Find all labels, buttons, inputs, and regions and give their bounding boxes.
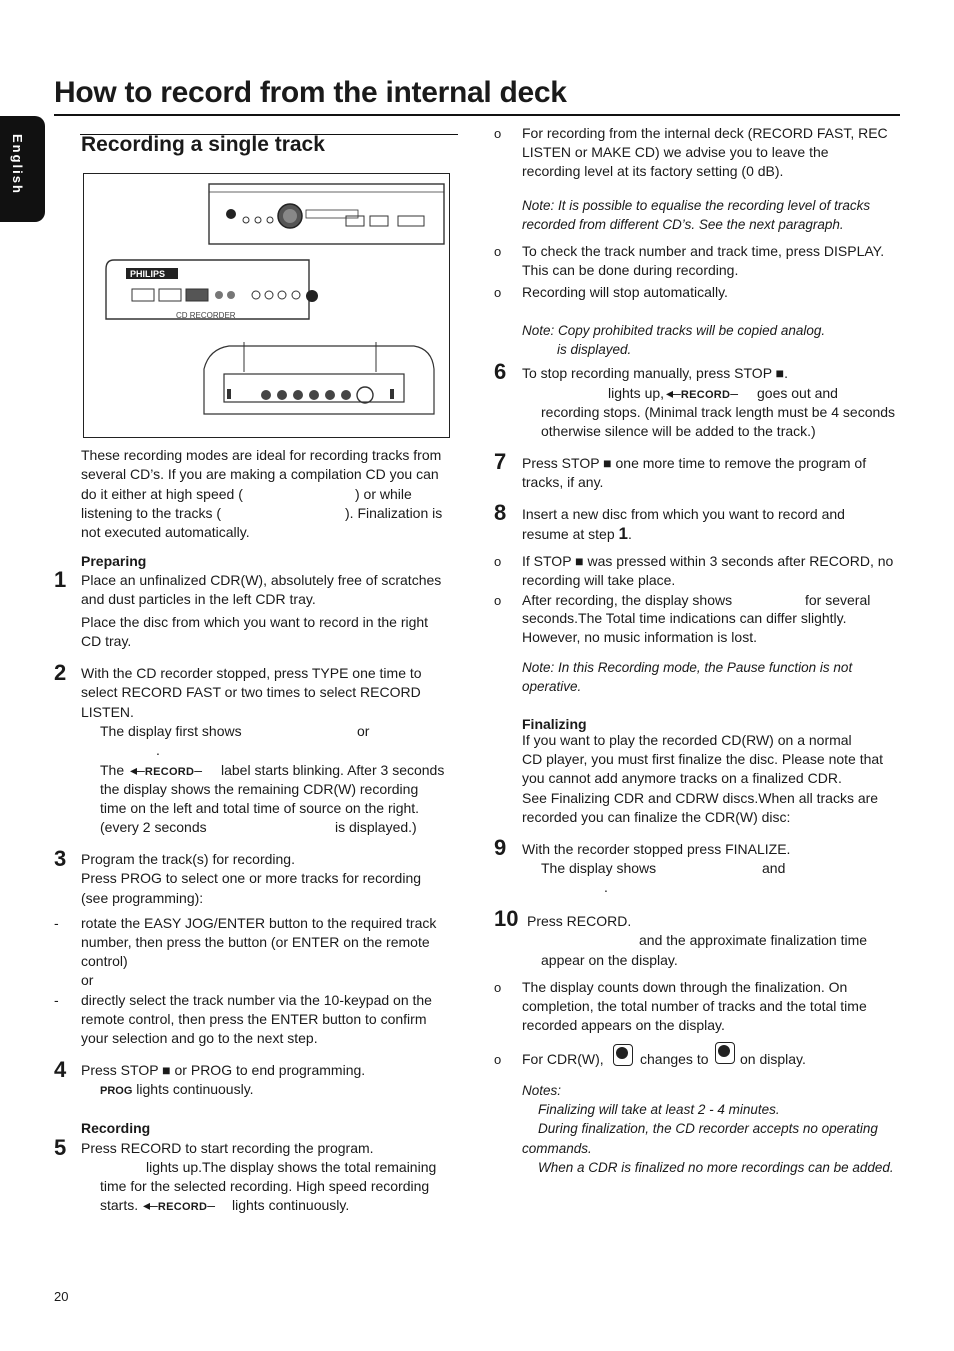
finalizing-line: you cannot add anymore tracks on a finalized CDR. (522, 770, 842, 786)
finalizing-line: If you want to play the recorded CD(RW) on a normal (522, 732, 852, 748)
step4-number: 4 (54, 1057, 67, 1082)
step7-number: 7 (494, 449, 507, 474)
step1-line: CD tray. (81, 633, 132, 649)
step9-dot: . (604, 879, 608, 895)
right-b4-line: If STOP ■ was pressed within 3 seconds after RECORD, no (522, 553, 894, 569)
step8-number: 8 (494, 500, 507, 525)
step2-display-shows: The display first shows (100, 723, 242, 739)
step2-is-displayed: is displayed.) (335, 819, 417, 835)
right-b6-line: recorded appears on the display. (522, 1017, 725, 1033)
step2-or: or (357, 723, 370, 739)
step2-dot: . (156, 742, 160, 758)
step3-dash1-line: rotate the EASY JOG/ENTER button to the required track (81, 915, 437, 931)
step3-line: Program the track(s) for recording. (81, 851, 295, 867)
notes-line: When a CDR is finalized no more recordings can be added. (538, 1160, 894, 1175)
note3-line: Note: In this Recording mode, the Pause function is not (522, 660, 853, 675)
record-dash-icon: – (730, 385, 739, 401)
step5-number: 5 (54, 1135, 67, 1160)
step5-line: Press RECORD to start recording the program. (81, 1140, 374, 1156)
logo-text: PHILIPS (130, 269, 166, 279)
bullet-icon: o (494, 285, 502, 300)
intro-line-1: These recording modes are ideal for recording tracks from (81, 447, 442, 463)
bullet-icon: o (494, 980, 502, 995)
right-b5-b: for several (805, 592, 871, 608)
step1-line: and dust particles in the left CDR tray. (81, 591, 316, 607)
step2-blink-line: (every 2 seconds (100, 819, 207, 835)
finalizing-line: recorded you can finalize the CDR(W) disc: (522, 809, 791, 825)
right-b1-line: For recording from the internal deck (RECORD FAST, REC (522, 125, 888, 141)
page-number: 20 (54, 1289, 69, 1304)
note1-line: Note: It is possible to equalise the recording level of tracks (522, 198, 871, 213)
model-text: CD RECORDER (176, 311, 236, 320)
step2-the: The (100, 762, 125, 778)
bullet-icon: o (494, 554, 502, 569)
step5-heading: Recording (81, 1120, 151, 1136)
right-b7-c: on display. (740, 1051, 806, 1067)
step2-line: select RECORD FAST or two times to select RECORD (81, 684, 421, 700)
note3-line: operative. (522, 679, 582, 694)
bullet-icon: o (494, 126, 502, 141)
right-b4-line: recording will take place. (522, 572, 676, 588)
step3-dash2-line: remote control, then press the ENTER button to confirm (81, 1011, 427, 1027)
right-b2-line: To check the track number and track time, press DISPLAY. (522, 243, 885, 259)
step6-line: To stop recording manually, press STOP ■. (522, 365, 789, 381)
bullet-icon: o (494, 1052, 502, 1067)
right-b5-line: However, no music information is lost. (522, 629, 757, 645)
step9-and: and (762, 860, 786, 876)
record-indicator (143, 1196, 215, 1217)
record-label: RECORD (157, 1201, 208, 1213)
prog-indicator (100, 1080, 254, 1101)
step6-number: 6 (494, 359, 507, 384)
intro-line-3b: ) or while (355, 486, 412, 502)
bullet-icon: o (494, 593, 502, 608)
intro-line-2: several CD’s. If you are making a compilation CD you can (81, 466, 439, 482)
step9-shows: The display shows (541, 860, 657, 876)
step6-goes-out: goes out and (757, 385, 838, 401)
step1-line: Place an unfinalized CDR(W), absolutely free of scratches (81, 572, 442, 588)
record-arrow-icon: ◂– (130, 762, 145, 778)
step8-line: Insert a new disc from which you want to record and (522, 506, 845, 522)
prog-label: PROG (100, 1085, 133, 1097)
page-title: How to record from the internal deck (54, 76, 567, 109)
right-b1-line: recording level at its factory setting (0 dB). (522, 163, 784, 179)
step1-line: Place the disc from which you want to record in the right (81, 614, 429, 630)
note2-line: Note: Copy prohibited tracks will be copied analog. (522, 323, 826, 338)
right-b5-a: After recording, the display shows (522, 592, 733, 608)
step8-resume-text: resume at step (522, 526, 615, 542)
step2-blink-line: the display shows the remaining CDR(W) recording (100, 781, 419, 797)
notes-heading: Notes: (522, 1083, 562, 1098)
title-rule (54, 114, 900, 116)
step9-line: With the recorder stopped press FINALIZE. (522, 841, 791, 857)
step3-dash2-line: directly select the track number via the 10-keypad on the (81, 992, 432, 1008)
language-tab (0, 116, 45, 222)
step8-resume-num: 1 (618, 524, 628, 543)
step3-dash1-line: number, then press the button (or ENTER on the remote (81, 934, 430, 950)
right-b5-line: seconds.The Total time indications can differ slightly. (522, 610, 847, 626)
right-b1-line: LISTEN or MAKE CD) we advise you to leave the (522, 144, 829, 160)
finalizing-heading: Finalizing (522, 716, 587, 732)
record-label: RECORD (680, 389, 731, 401)
intro-line-4a: listening to the tracks ( (81, 505, 222, 521)
finalizing-line: See Finalizing CDR and CDRW discs.When all tracks are (522, 790, 879, 806)
step6-line: recording stops. (Minimal track length must be 4 seconds (541, 404, 896, 420)
step3-dash2-line: your selection and go to the next step. (81, 1030, 318, 1046)
step10-approx: and the approximate finalization time (639, 932, 868, 948)
record-arrow-icon: ◂– (143, 1197, 158, 1213)
note2-line: is displayed. (557, 342, 632, 357)
intro-line-5: not executed automatically. (81, 524, 250, 540)
notes-line: Finalizing will take at least 2 - 4 minutes. (538, 1102, 780, 1117)
step2-number: 2 (54, 660, 67, 685)
step3-dash1-line: control) (81, 953, 128, 969)
cd-disc-icon (715, 1042, 735, 1065)
intro-line-4b: ). Finalization is (345, 505, 443, 521)
step3-dash1-line: or (81, 972, 94, 988)
step4-line: Press STOP ■ or PROG to end programming. (81, 1062, 366, 1078)
step6-line: otherwise silence will be added to the track.) (541, 423, 816, 439)
notes-line: commands. (522, 1141, 592, 1156)
step1-heading: Preparing (81, 553, 147, 569)
cdrw-disc-icon (613, 1044, 633, 1067)
record-dash-icon: – (194, 762, 203, 778)
note1-line: recorded from different CD’s. See the next paragraph. (522, 217, 844, 232)
cd-recorder-drawing (84, 174, 449, 437)
device-illustration (83, 173, 450, 438)
step10-appear: appear on the display. (541, 952, 678, 968)
step5-lights-up: lights up.The display shows the total remaining (146, 1159, 437, 1175)
right-b6-line: completion, the total number of tracks and the total time (522, 998, 867, 1014)
prog-tail: lights continuously. (136, 1081, 254, 1097)
step10-line: Press RECORD. (527, 913, 632, 929)
language-tab-label: English (10, 134, 25, 195)
notes-line: During finalization, the CD recorder accepts no operating (538, 1121, 878, 1136)
dash-marker: - (54, 915, 59, 931)
step9-number: 9 (494, 835, 507, 860)
step5-line: time for the selected recording. High speed recording (100, 1178, 430, 1194)
right-b3: Recording will stop automatically. (522, 284, 728, 300)
step5-starts: starts. (100, 1197, 139, 1213)
step1-number: 1 (54, 567, 67, 592)
finalizing-line: CD player, you must first finalize the disc. Please note that (522, 751, 884, 767)
bullet-icon: o (494, 244, 502, 259)
step3-number: 3 (54, 846, 67, 871)
step7-line: Press STOP ■ one more time to remove the program of (522, 455, 867, 471)
dash-marker: - (54, 992, 59, 1008)
step6-lights-up: lights up, (608, 385, 665, 401)
right-b2-line: This can be done during recording. (522, 262, 739, 278)
record-label: RECORD (144, 766, 195, 778)
step2-blink-line: label starts blinking. After 3 seconds (221, 762, 445, 778)
step2-line: With the CD recorder stopped, press TYPE one time to (81, 665, 422, 681)
step2-line: LISTEN. (81, 704, 134, 720)
right-b6-line: The display counts down through the finalization. On (522, 979, 848, 995)
step8-resume (522, 524, 632, 544)
record-arrow-icon: ◂– (666, 385, 681, 401)
step2-blink-line: time on the left and total time of source on the right. (100, 800, 420, 816)
step3-line: Press PROG to select one or more tracks for recording (81, 870, 422, 886)
step7-line: tracks, if any. (522, 474, 604, 490)
intro-line-3a: do it either at high speed ( (81, 486, 243, 502)
step3-line: (see programming): (81, 890, 204, 906)
right-b7-a: For CDR(W), (522, 1051, 604, 1067)
step10-number: 10 (494, 906, 519, 931)
section-title: Recording a single track (81, 133, 325, 156)
step8-resume-dot: . (627, 526, 632, 542)
right-b7-b: changes to (640, 1051, 709, 1067)
step5-tail: lights continuously. (232, 1197, 350, 1213)
record-dash-icon: – (207, 1197, 216, 1213)
